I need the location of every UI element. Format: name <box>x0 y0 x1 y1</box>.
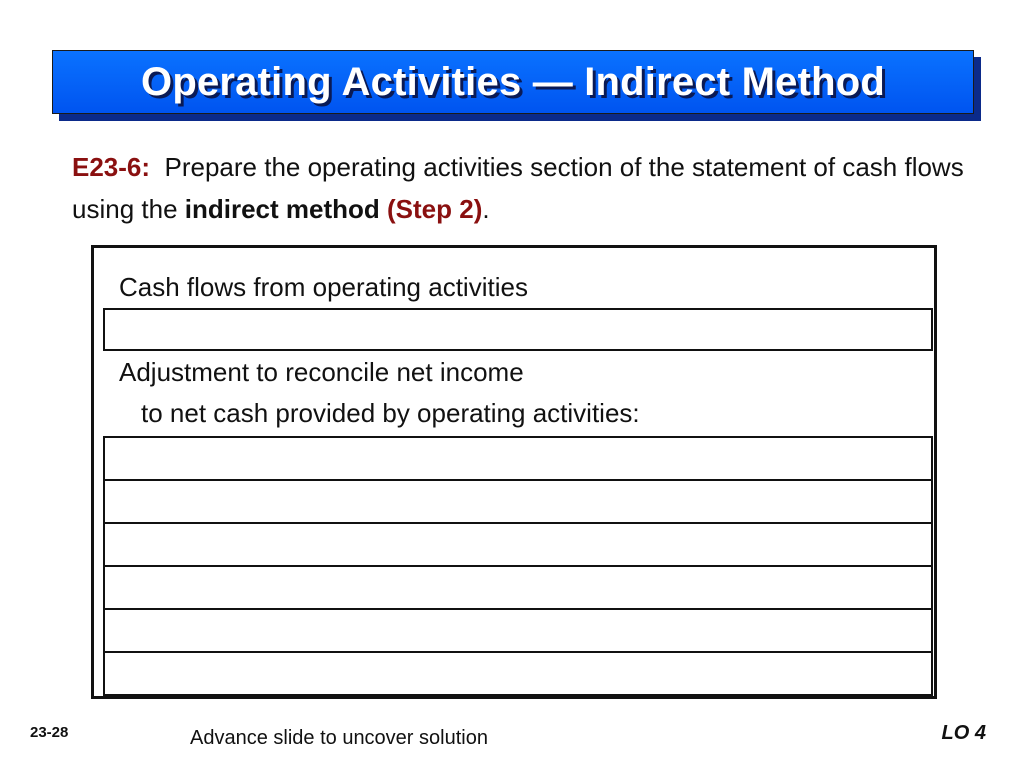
advance-slide-hint: Advance slide to uncover solution <box>190 727 488 749</box>
adjustment-blank-row <box>105 653 931 694</box>
title-banner <box>52 50 974 114</box>
prompt-method: indirect method <box>184 194 380 224</box>
prompt-text: Prepare the operating activities section of the statement of cash flows using the <box>72 152 964 224</box>
learning-objective: LO 4 <box>941 722 986 744</box>
exercise-code: E23-6: <box>72 152 151 182</box>
prompt-step: (Step 2) <box>387 194 483 224</box>
slide-title: Operating Activities — Indirect Method <box>141 59 885 104</box>
slide-number: 23-28 <box>30 724 69 741</box>
prompt-period: . <box>482 194 490 224</box>
adjustment-line-2: to net cash provided by operating activities: <box>141 398 640 428</box>
statement-box <box>91 245 937 699</box>
adjustment-blank-row <box>105 567 931 610</box>
exercise-prompt <box>72 146 992 230</box>
adjustment-blank-row <box>105 438 931 481</box>
adjustment-blank-row <box>105 610 931 653</box>
adjustment-line-1: Adjustment to reconcile net income <box>119 357 524 387</box>
operating-heading: Cash flows from operating activities <box>119 272 528 302</box>
adjustment-blank-row <box>105 481 931 524</box>
adjustment-blanks <box>103 436 933 696</box>
adjustment-blank-row <box>105 524 931 567</box>
net-income-blank <box>103 308 933 351</box>
